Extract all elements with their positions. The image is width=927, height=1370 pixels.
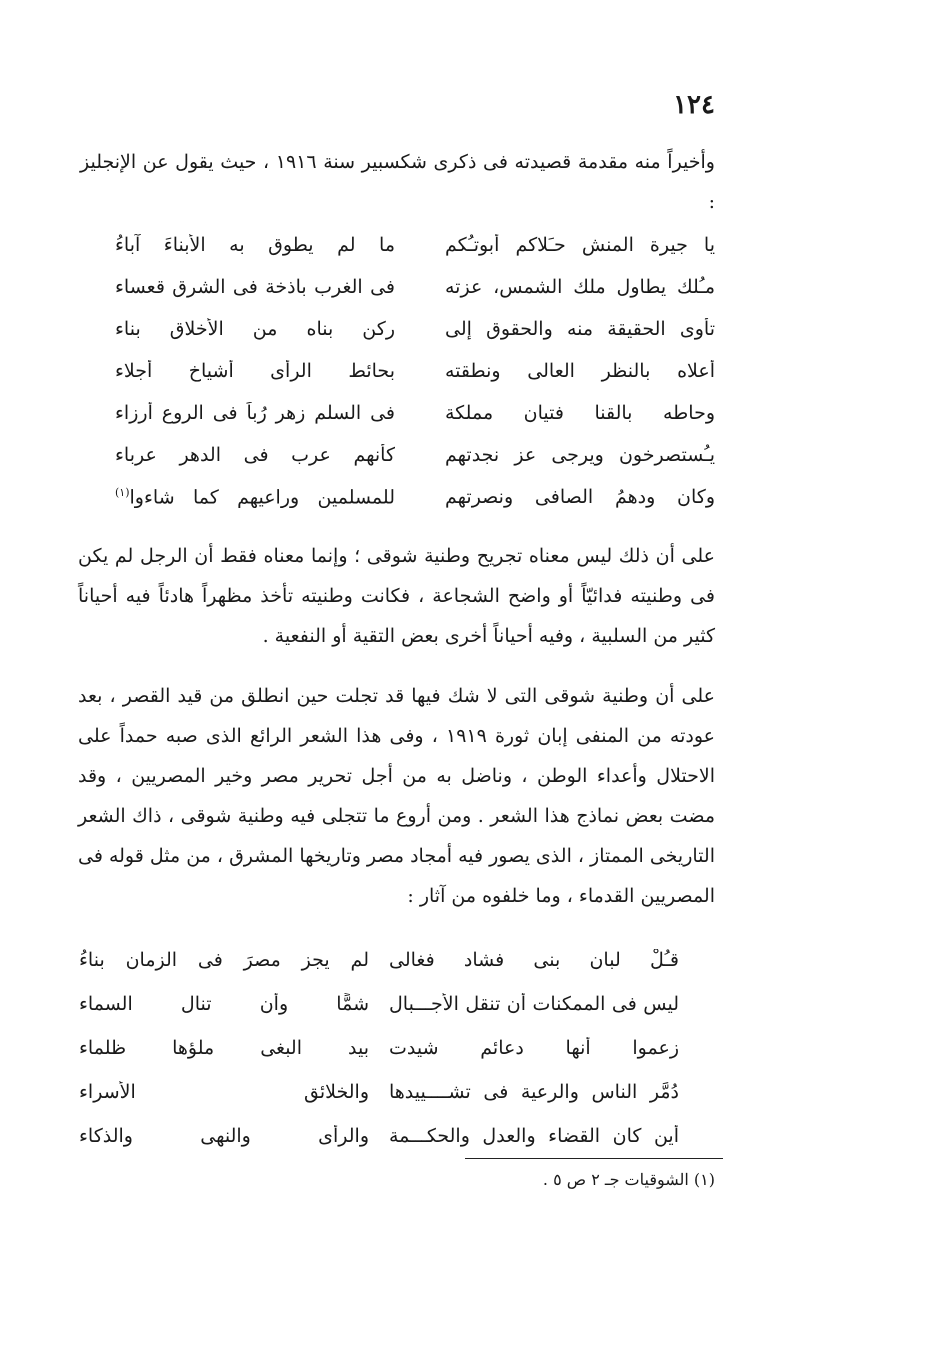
verse-second-hemistich: ما لم يطوق به الأبناءَ آباءُ (115, 234, 395, 256)
verse-second-hemistich-text: للمسلمين وراعيهم كما شاءوا (129, 486, 395, 509)
verse-second-hemistich: شمًّا وأن تنال السماء (79, 993, 369, 1015)
intro-paragraph: وأخيراً منه مقدمة قصيدته فى ذكرى شكسبير سنة ١٩١٦ ، حيث يقول عن الإنجليز : (80, 151, 715, 213)
verse-second-hemistich: بيد البغى ملؤها ظلماء (79, 1037, 369, 1059)
verse-second-hemistich: بحائط الرأى أشياخ أجلاء (115, 360, 395, 382)
verse-second-hemistich: ركن بناه من الأخلاق بناء (115, 318, 395, 340)
poem-1 (115, 224, 715, 518)
verse-first-hemistich: يا جيرة المنش حـَلاكم أبوتـُكم (445, 234, 715, 256)
verse-first-hemistich: أعلاه بالنظر العالى ونطقته (445, 360, 715, 382)
verse-second-hemistich: لم يجز مصرَ فى الزمان بناءُ (79, 949, 369, 971)
poem-2-verse (79, 1114, 679, 1158)
verse-first-hemistich: وحاطه بالقنا فتيان مملكة (445, 402, 715, 424)
verse-first-hemistich: مـُلك يطاول ملك الشمس، عزته (445, 276, 715, 298)
body-paragraph: على أن وطنية شوقى التى لا شك فيها قد تجلت حين انطلق من قيد القصر ، بعد عودته من المنفى إبان ثورة ١٩١٩ ، وفى هذا الشعر الرائع الذى صبه حمداً على الاحتلال وأعداء الوطن ، وناضل به من أجل تحرير مصر وخير المصريين ، وقد مضت بعض نماذج هذا الشعر . ومن أروع ما تتجلى فيه وطنية شوقى ، ذاك الشعر التاريخى الممتاز ، الذى يصور فيه أمجاد مصر وتاريخها المشرق ، من مثل قوله فى المصريين القدماء ، وما خلفوه من آثار : (78, 685, 715, 907)
poem-2 (79, 938, 679, 1158)
poem-1-verse (115, 350, 715, 392)
poem-2-verse (79, 1026, 679, 1070)
verse-first-hemistich: ليس فى الممكنات أن تنقل الأجـــبال (389, 993, 679, 1015)
poem-2-verse (79, 1070, 679, 1114)
verse-second-hemistich: فى السلم زهر رُباً فى الروع أرزاء (115, 402, 395, 424)
poem-1-verse (115, 224, 715, 266)
verse-first-hemistich: دُمَّر الناس والرعية فى تشــــييدها (389, 1081, 679, 1103)
verse-first-hemistich: تأوى الحقيقة منه والحقوق إلى (445, 318, 715, 340)
poem-1-verse (115, 476, 715, 518)
verse-second-hemistich: فى الغرب باذخة فى الشرق قعساء (115, 276, 395, 298)
verse-second-hemistich: كأنهم عرب فى الدهر عرباء (115, 444, 395, 466)
verse-first-hemistich: يـُستصرخون ويرجى عز نجدتهم (445, 444, 715, 466)
footnote-divider (465, 1158, 723, 1159)
verse-first-hemistich: زعموا أنها دعائم شيدت (389, 1037, 679, 1059)
page-number: ١٢٤ (673, 90, 715, 120)
verse-second-hemistich: والخلائق الأسراء (79, 1081, 369, 1103)
footnote: (١) الشوقيات جـ ٢ ص ٥ . (542, 1170, 715, 1189)
poem-1-verse (115, 266, 715, 308)
poem-1-verse (115, 392, 715, 434)
verse-second-hemistich: والرأى والنهى والذكاء (79, 1125, 369, 1147)
verse-first-hemistich: قـُلْ لبان بنى فشاد فغالى (389, 949, 679, 971)
verse-first-hemistich: وكان ودهمُ الصافى ونصرتهم (445, 486, 715, 508)
poem-1-verse (115, 434, 715, 476)
body-paragraph: على أن ذلك ليس معناه تجريح وطنية شوقى ؛ وإنما معناه فقط أن الرجل لم يكن فى وطنيته فدائيّاً أو واضح الشجاعة ، فكانت وطنيته تأخذ مظهراً هادئاً فيه أحياناً كثير من السلبية ، وفيه أحياناً أخرى بعض التقية أو النفعية . (78, 545, 715, 647)
verse-first-hemistich: أين كان القضاء والعدل والحكـــمة (389, 1125, 679, 1147)
poem-2-verse (79, 938, 679, 982)
poem-2-verse (79, 982, 679, 1026)
footnote-marker: (١) (115, 485, 130, 499)
poem-1-verse (115, 308, 715, 350)
verse-second-hemistich (115, 486, 395, 508)
